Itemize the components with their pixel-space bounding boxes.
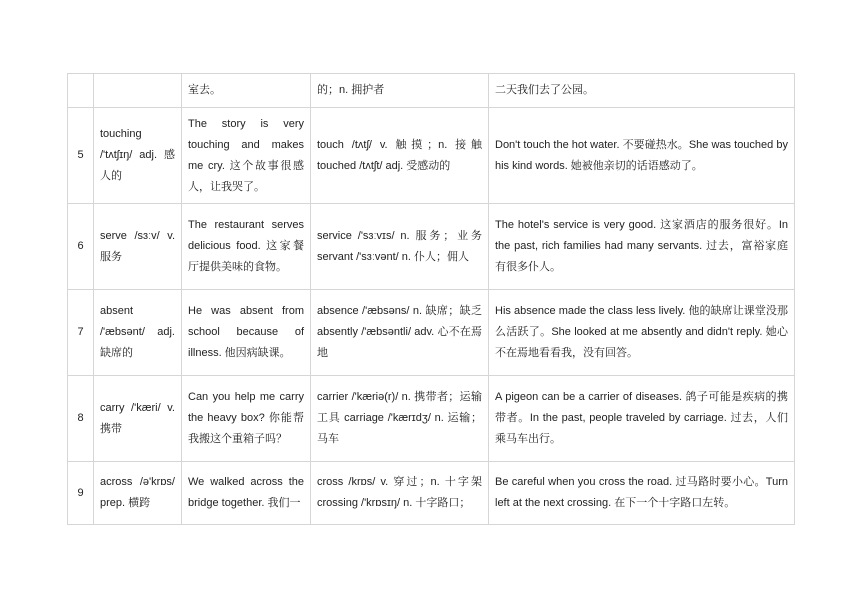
table-row [68,376,795,462]
vocabulary-table [67,73,795,525]
table-row [68,290,795,376]
related-words-cell: service /'sɜːvɪs/ n. 服务；业务 servant /'sɜːvənt/ n. 仆人；佣人 [311,204,489,290]
word-cell: across /ə'krɒs/ prep. 横跨 [94,462,182,525]
row-number: 8 [68,376,94,462]
sentences-cell: 二天我们去了公园。 [489,74,795,108]
example-cell: Can you help me carry the heavy box? 你能帮我搬这个重箱子吗？ [182,376,311,462]
related-words-cell: touch /tʌtʃ/ v. 触摸；n. 接触 touched /tʌtʃt/ adj. 受感动的 [311,108,489,204]
table-row [68,74,795,108]
example-cell: 室去。 [182,74,311,108]
word-cell: absent /'æbsənt/ adj. 缺席的 [94,290,182,376]
word-cell [94,74,182,108]
row-number: 7 [68,290,94,376]
row-number: 6 [68,204,94,290]
related-words-cell: carrier /'kæriə(r)/ n. 携带者；运输工具 carriage /'kærɪdʒ/ n. 运输；马车 [311,376,489,462]
table-row [68,462,795,525]
example-cell: The restaurant serves delicious food. 这家餐厅提供美味的食物。 [182,204,311,290]
sentences-cell: Be careful when you cross the road. 过马路时要小心。Turn left at the next crossing. 在下一个十字路口左转。 [489,462,795,525]
row-number: 9 [68,462,94,525]
example-cell: He was absent from school because of illness. 他因病缺课。 [182,290,311,376]
example-cell: We walked across the bridge together. 我们一 [182,462,311,525]
word-cell: carry /'kæri/ v. 携带 [94,376,182,462]
sentences-cell: His absence made the class less lively. 他的缺席让课堂没那么活跃了。She looked at me absently and didn't reply. 她心不在焉地看看我，没有回答。 [489,290,795,376]
table-row [68,204,795,290]
related-words-cell: 的；n. 拥护者 [311,74,489,108]
sentences-cell: The hotel's service is very good. 这家酒店的服务很好。In the past, rich families had many servants. 过去，富裕家庭有很多仆人。 [489,204,795,290]
table-row [68,108,795,204]
sentences-cell: A pigeon can be a carrier of diseases. 鸽子可能是疾病的携带者。In the past, people traveled by carriage. 过去，人们乘马车出行。 [489,376,795,462]
word-cell: serve /sɜːv/ v. 服务 [94,204,182,290]
related-words-cell: absence /'æbsəns/ n. 缺席；缺乏 absently /'æbsəntli/ adv. 心不在焉地 [311,290,489,376]
row-number [68,74,94,108]
example-cell: The story is very touching and makes me cry. 这个故事很感人，让我哭了。 [182,108,311,204]
related-words-cell: cross /krɒs/ v. 穿过；n. 十字架 crossing /'krɒsɪŋ/ n. 十字路口； [311,462,489,525]
word-cell: touching /'tʌtʃɪŋ/ adj. 感人的 [94,108,182,204]
sentences-cell: Don't touch the hot water. 不要碰热水。She was touched by his kind words. 她被他亲切的话语感动了。 [489,108,795,204]
row-number: 5 [68,108,94,204]
